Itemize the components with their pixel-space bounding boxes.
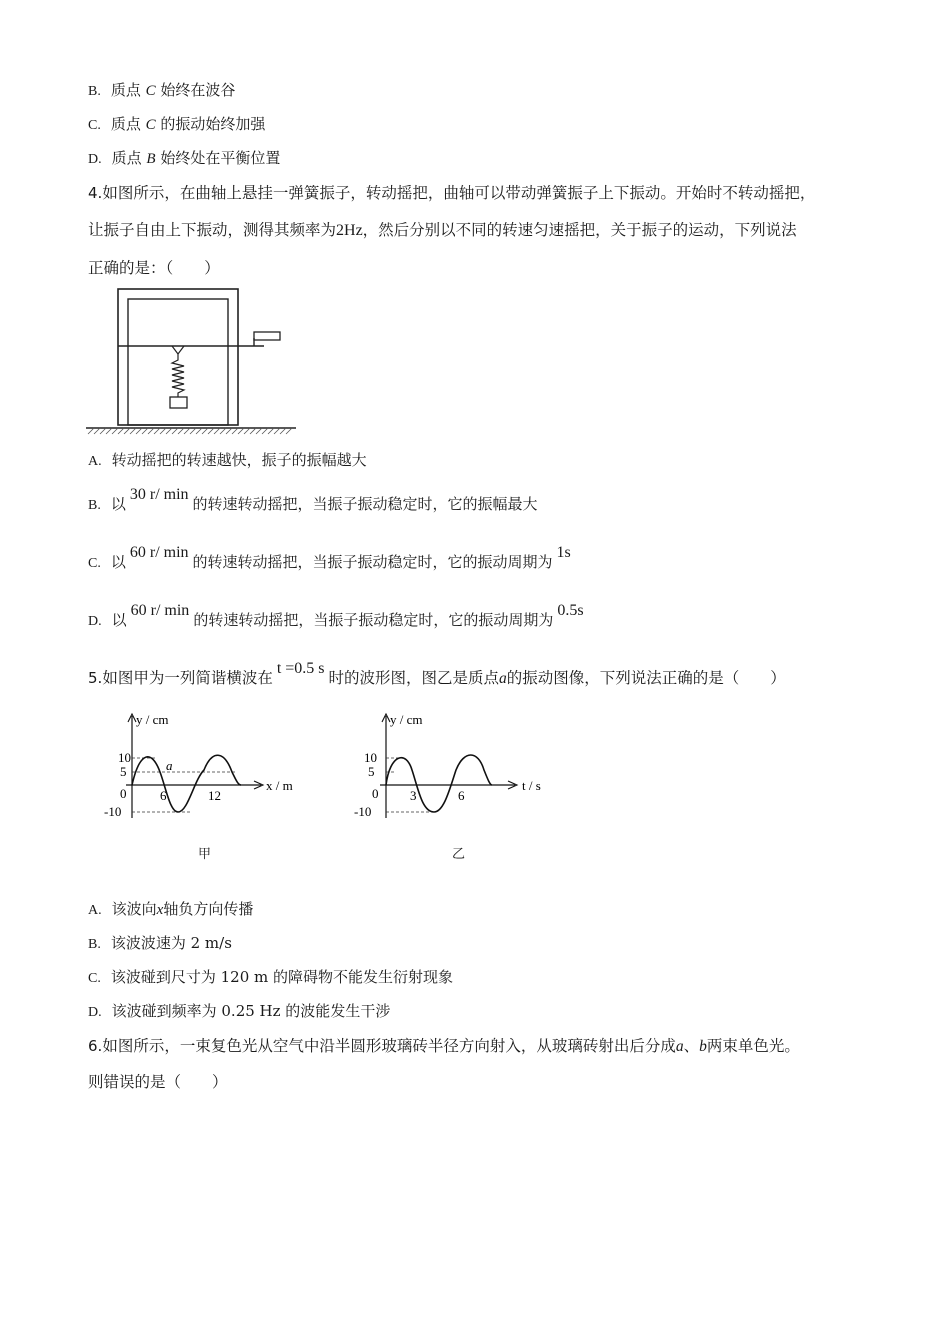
- q5-option-b: B. 该波波速为 2 m/s: [88, 934, 232, 952]
- y-tick-5: 5: [368, 764, 375, 779]
- t-tick-3: 3: [410, 788, 417, 803]
- y-tick-0: 0: [372, 786, 379, 801]
- x-tick-12: 12: [208, 788, 221, 803]
- vibration-graph-figure: [350, 710, 550, 825]
- q3-option-b: B. 质点 C 始终在波谷: [88, 81, 236, 99]
- q3-option-c: C. 质点 C 的振动始终加强: [88, 115, 266, 133]
- frame-inner: [128, 299, 228, 425]
- q4-stem-line1: 4.如图所示，在曲轴上悬挂一弹簧振子，转动摇把，曲轴可以带动弹簧振子上下振动。开始时不转动摇把，: [88, 184, 816, 202]
- crank-handle: [254, 332, 280, 340]
- point-a-label: a: [166, 758, 173, 773]
- wave-graph-figure: [96, 710, 306, 825]
- spring: [172, 354, 184, 397]
- q4-stem-line2: 让振子自由上下振动，测得其频率为2Hz，然后分别以不同的转速匀速摇把，关于振子的运动，下列说法: [88, 221, 797, 239]
- q5-stem: 5.如图甲为一列简谐横波在t =0.5 s时的波形图，图乙是质点a的振动图像，下列说法正确的是（ ）: [88, 660, 786, 687]
- y-tick-neg10: -10: [104, 804, 122, 819]
- wave-curve: [132, 755, 241, 812]
- ground-hatch: [88, 428, 292, 434]
- q5-option-a: A. 该波向x轴负方向传播: [88, 900, 254, 918]
- y-tick-10: 10: [364, 750, 377, 765]
- hook: [172, 346, 184, 354]
- oscillator-mass: [170, 397, 187, 408]
- spring-oscillator-figure: [86, 286, 296, 436]
- q4-option-a: A. 转动摇把的转速越快，振子的振幅越大: [88, 451, 367, 469]
- x-axis-label: x / m: [266, 778, 293, 793]
- y-axis-label: y / cm: [136, 712, 169, 727]
- caption-yi: 乙: [452, 847, 466, 862]
- vibration-curve: [386, 755, 492, 812]
- y-tick-0: 0: [120, 786, 127, 801]
- q4-stem-line3: 正确的是：（ ）: [88, 259, 220, 277]
- q5-option-d: D. 该波碰到频率为 0.25 Hz 的波能发生干涉: [88, 1002, 391, 1020]
- x-tick-6: 6: [160, 788, 167, 803]
- y-tick-neg10: -10: [354, 804, 372, 819]
- q4-option-b: B. 以30 r/ min的转速转动摇把，当振子振动稳定时，它的振幅最大: [88, 486, 538, 513]
- t-axis-label: t / s: [522, 778, 541, 793]
- y-axis-label: y / cm: [390, 712, 423, 727]
- q3-option-d: D. 质点 B 始终处在平衡位置: [88, 149, 281, 167]
- q6-stem-line2: 则错误的是（ ）: [88, 1073, 228, 1091]
- y-tick-5: 5: [120, 764, 127, 779]
- q4-option-d: D. 以60 r/ min的转速转动摇把，当振子振动稳定时，它的振动周期为0.5s: [88, 602, 584, 629]
- y-tick-10: 10: [118, 750, 131, 765]
- q4-option-c: C. 以60 r/ min的转速转动摇把，当振子振动稳定时，它的振动周期为1s: [88, 544, 571, 571]
- q6-stem-line1: 6.如图所示，一束复色光从空气中沿半圆形玻璃砖半径方向射入，从玻璃砖射出后分成a、b两束单色光。: [88, 1037, 800, 1055]
- t-tick-6: 6: [458, 788, 465, 803]
- caption-jia: 甲: [198, 847, 212, 862]
- q5-option-c: C. 该波碰到尺寸为 120 m 的障碍物不能发生衍射现象: [88, 968, 454, 986]
